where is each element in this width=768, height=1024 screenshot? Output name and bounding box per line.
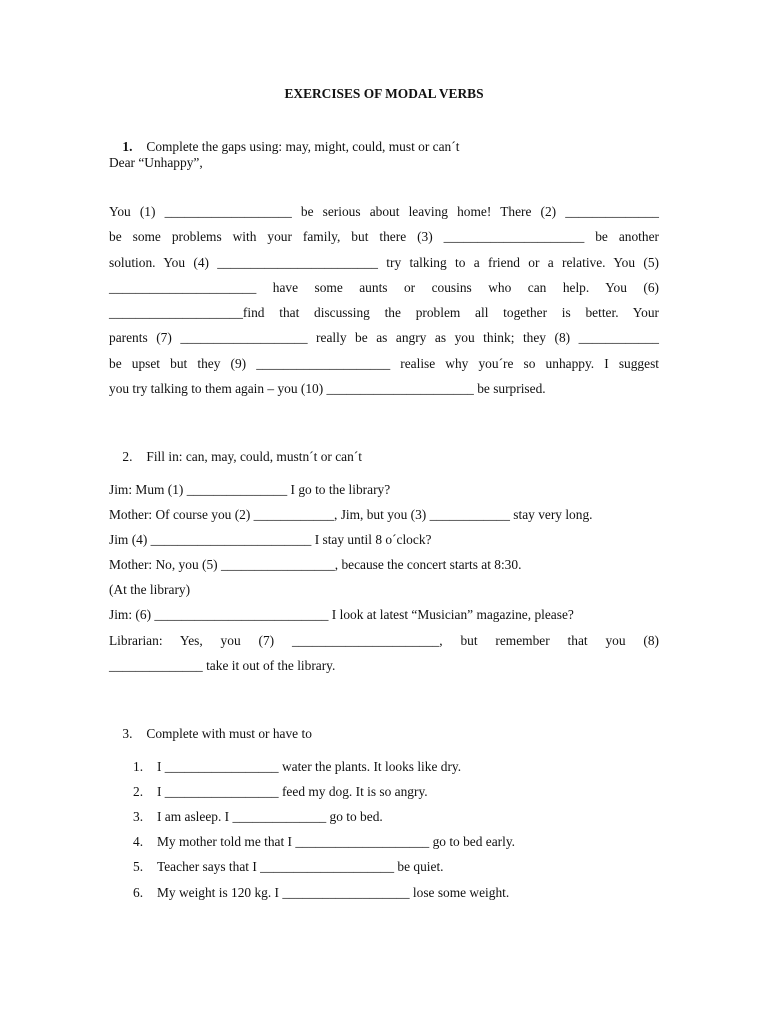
exercise-3-instruction: Complete with must or have to (146, 726, 312, 741)
exercise-1-line: be upset but they (9) ____________________ realise why you´re so unhappy. I suggest (109, 356, 659, 371)
exercise-1-line: parents (7) ___________________ really be as angry as you think; they (8) ____________ (109, 330, 659, 345)
exercise-3-heading (109, 707, 312, 761)
exercise-2-line: (At the library) (109, 582, 191, 597)
exercise-3-item (133, 758, 461, 776)
item-text: Teacher says that I ____________________ be quiet. (157, 859, 444, 874)
item-text: My mother told me that I ____________________ go to bed early. (157, 834, 516, 849)
exercise-2-line: Jim: Mum (1) _______________ I go to the library? (109, 482, 391, 497)
exercise-1-instruction: Complete the gaps using: may, might, could, must or can´t (146, 139, 460, 154)
item-number: 6. (133, 885, 144, 900)
exercise-2-number: 2. (122, 449, 133, 464)
item-text: I am asleep. I ______________ go to bed. (157, 809, 383, 824)
exercise-3-number: 3. (122, 726, 133, 741)
exercise-2-heading (109, 430, 362, 484)
worksheet-title: EXERCISES OF MODAL VERBS (284, 86, 484, 101)
item-text: My weight is 120 kg. I ___________________ lose some weight. (157, 885, 510, 900)
exercise-2-line: Jim (4) ________________________ I stay until 8 o´clock? (109, 532, 432, 547)
exercise-3-item (133, 884, 509, 902)
exercise-2-line: Jim: (6) __________________________ I look at latest “Musician” magazine, please? (109, 607, 574, 622)
exercise-1-line: you try talking to them again – you (10) ______________________ be surprised. (109, 381, 546, 396)
exercise-3-item (133, 858, 444, 876)
exercise-1-number: 1. (122, 139, 133, 154)
exercise-2-line: Librarian: Yes, you (7) ______________________, but remember that you (8) (109, 633, 659, 648)
item-number: 1. (133, 759, 144, 774)
item-number: 2. (133, 784, 144, 799)
exercise-2-line: Mother: No, you (5) _________________, because the concert starts at 8:30. (109, 557, 522, 572)
exercise-1-line: be some problems with your family, but there (3) _____________________ be another (109, 229, 659, 244)
item-text: I _________________ water the plants. It looks like dry. (157, 759, 462, 774)
exercise-2-instruction: Fill in: can, may, could, mustn´t or can´t (146, 449, 362, 464)
exercise-3-item (133, 783, 428, 801)
item-number: 5. (133, 859, 144, 874)
exercise-3-item (133, 833, 515, 851)
item-number: 3. (133, 809, 144, 824)
exercise-1-line: ____________________find that discussing the problem all together is better. Your (109, 305, 659, 320)
exercise-1-line: solution. You (4) ________________________ try talking to a friend or a relative. You (5) (109, 255, 659, 270)
exercise-1-salutation: Dear “Unhappy”, (109, 155, 203, 170)
exercise-1-line: You (1) ___________________ be serious about leaving home! There (2) ______________ (109, 204, 659, 219)
item-number: 4. (133, 834, 144, 849)
exercise-2-line: ______________ take it out of the library. (109, 658, 336, 673)
exercise-2-line: Mother: Of course you (2) ____________, Jim, but you (3) ____________ stay very long. (109, 507, 593, 522)
exercise-3-item (133, 808, 383, 826)
item-text: I _________________ feed my dog. It is so angry. (157, 784, 428, 799)
exercise-1-line: ______________________ have some aunts or cousins who can help. You (6) (109, 280, 659, 295)
